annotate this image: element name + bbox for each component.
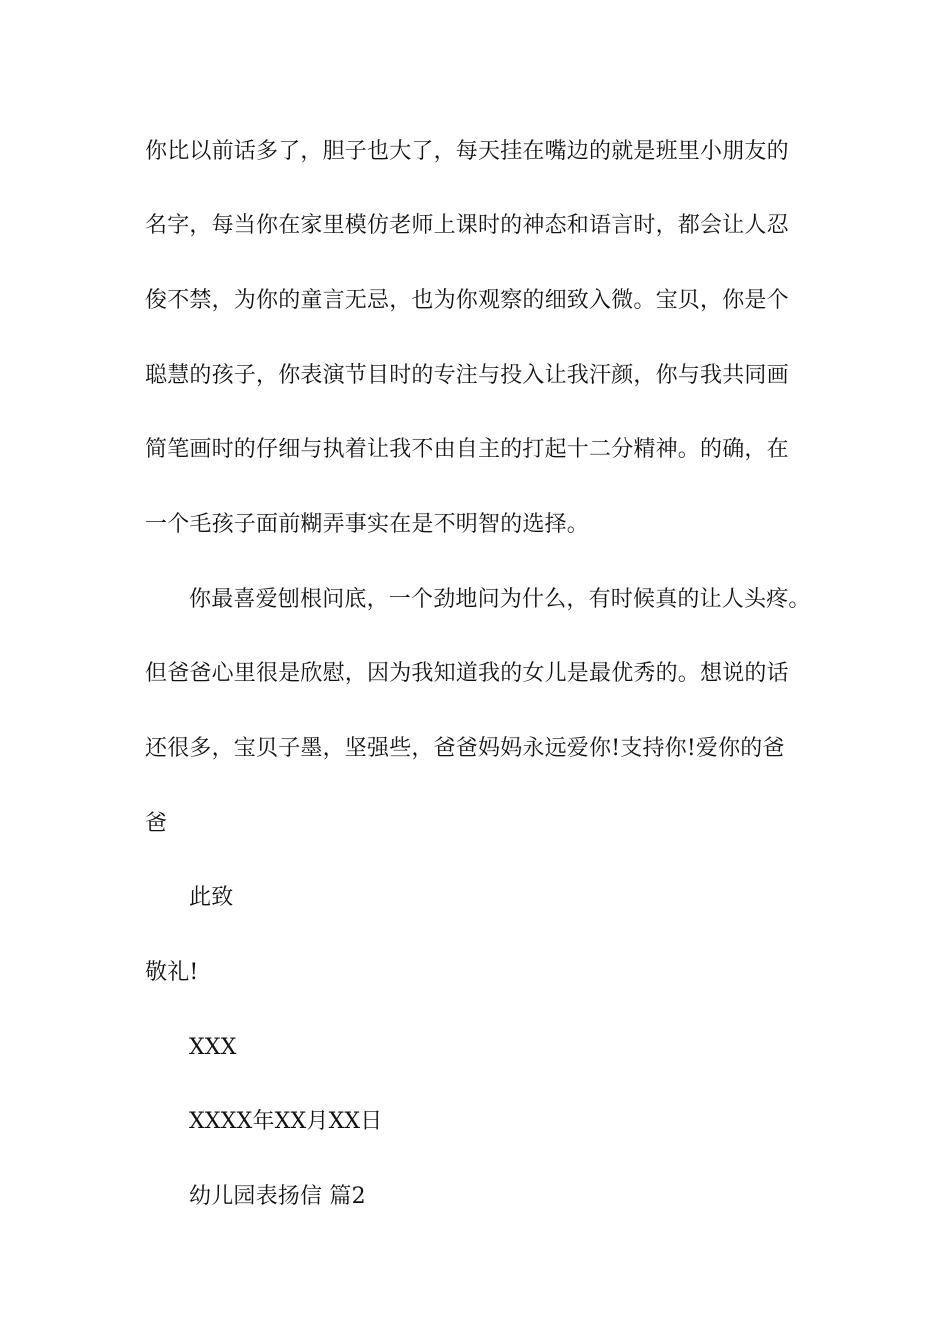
- paragraph-line-5: 简笔画时的仔细与执着让我不由自主的打起十二分精神。的确，在: [145, 437, 789, 462]
- signature: XXX: [189, 1035, 237, 1060]
- paragraph-line-9: 还很多，宝贝子墨，坚强些，爸爸妈妈永远爱你!支持你!爱你的爸: [145, 736, 785, 761]
- paragraph-line-7: 你最喜爱刨根问底，一个劲地问为什么，有时候真的让人头疼。: [189, 587, 811, 612]
- closing-regards: 敬礼!: [145, 960, 199, 985]
- paragraph-line-1: 你比以前话多了，胆子也大了，每天挂在嘴边的就是班里小朋友的: [145, 139, 789, 164]
- date: XXXX年XX月XX日: [189, 1109, 383, 1134]
- paragraph-line-8: 但爸爸心里很是欣慰，因为我知道我的女儿是最优秀的。想说的话: [145, 661, 789, 686]
- paragraph-line-2: 名字，每当你在家里模仿老师上课时的神态和语言时，都会让人忍: [145, 213, 789, 238]
- paragraph-line-4: 聪慧的孩子，你表演节目时的专注与投入让我汗颜，你与我共同画: [145, 363, 789, 388]
- paragraph-line-6: 一个毛孩子面前糊弄事实在是不明智的选择。: [145, 512, 590, 537]
- section-heading: 幼儿园表扬信 篇2: [189, 1184, 366, 1209]
- closing-salutation: 此致: [189, 885, 234, 910]
- paragraph-line-3: 俊不禁，为你的童言无忌，也为你观察的细致入微。宝贝，你是个: [145, 288, 789, 313]
- paragraph-line-10: 爸: [145, 811, 168, 836]
